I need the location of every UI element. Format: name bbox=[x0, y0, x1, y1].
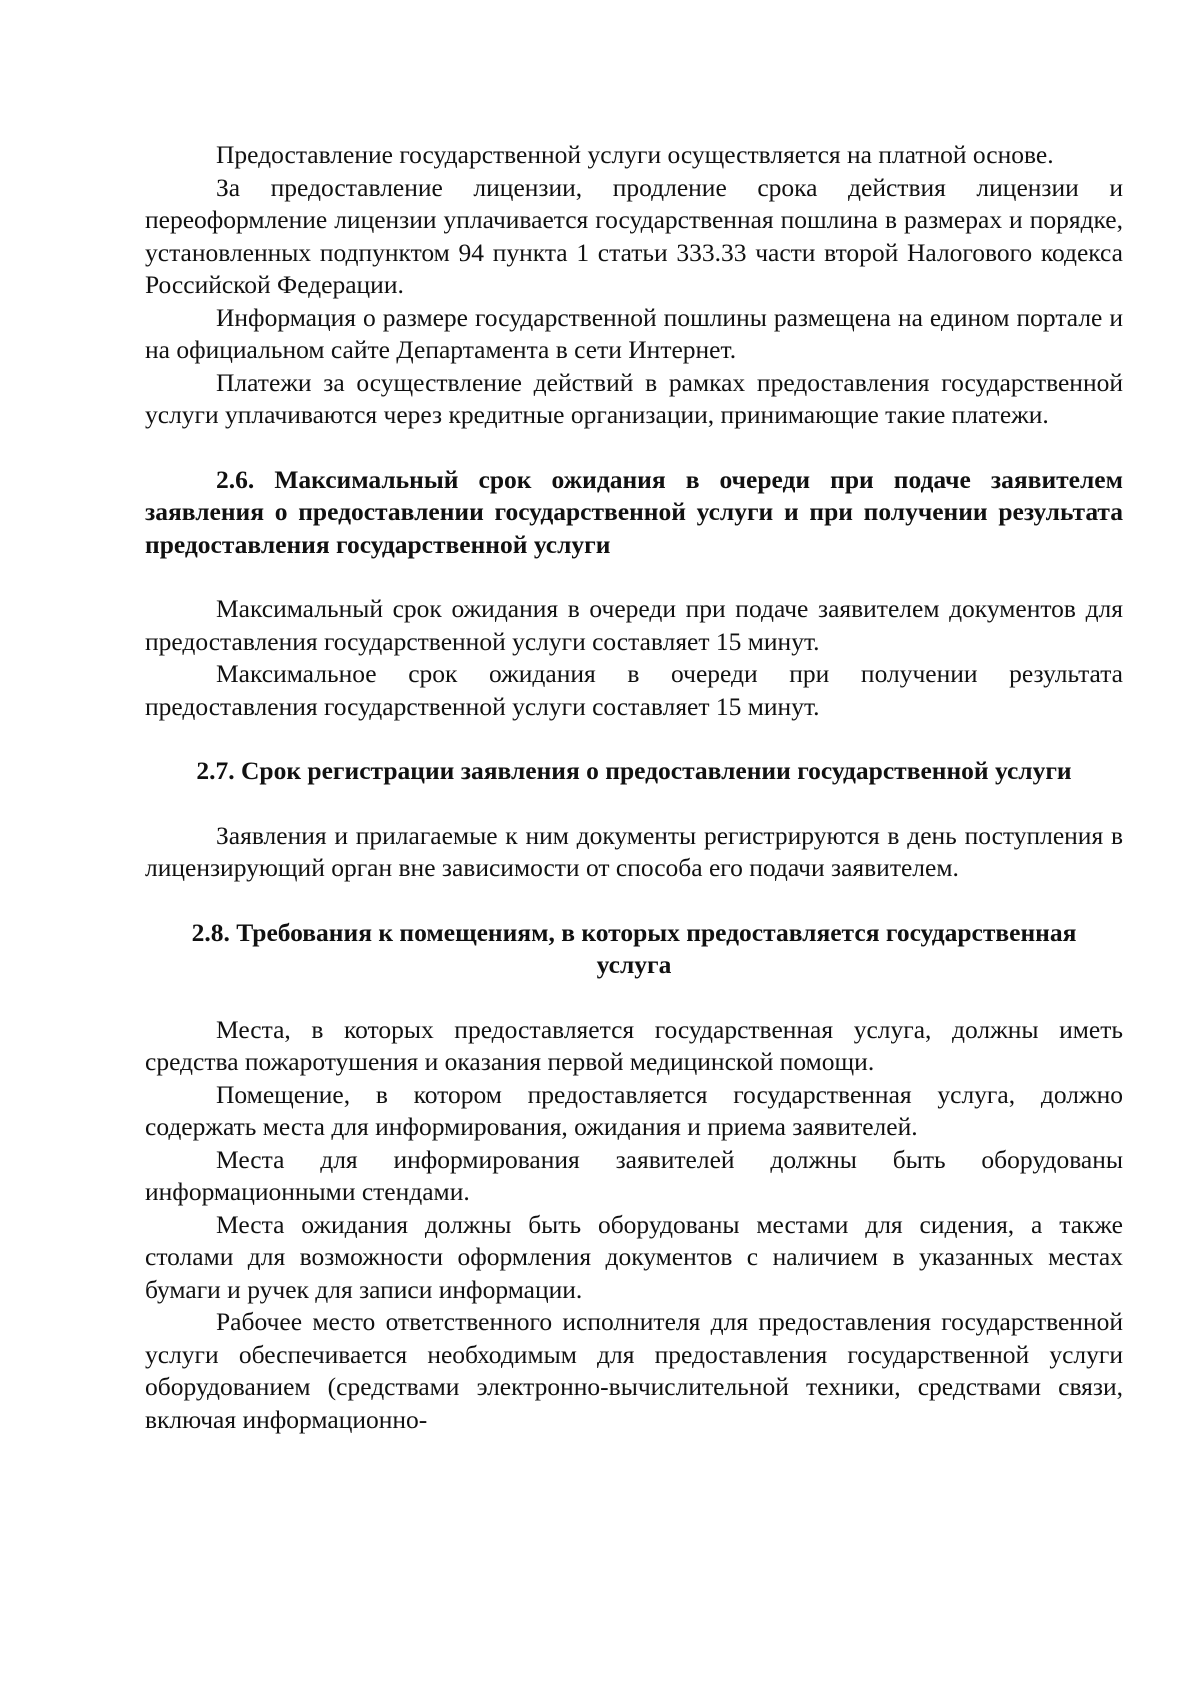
spacer bbox=[145, 885, 1123, 917]
section-heading-2-7: 2.7. Срок регистрации заявления о предоставлении государственной услуги bbox=[196, 756, 1072, 785]
spacer bbox=[145, 788, 1123, 820]
paragraph: Места ожидания должны быть оборудованы местами для сидения, а также столами для возможности оформления документов с наличием в указанных местах бумаги и ручек для записи информации. bbox=[145, 1209, 1123, 1304]
paragraph: Помещение, в котором предоставляется государственная услуга, должно содержать места для информирования, ожидания и приема заявителей. bbox=[145, 1079, 1123, 1141]
spacer bbox=[145, 432, 1123, 464]
paragraph: За предоставление лицензии, продление срока действия лицензии и переоформление лицензии уплачивается государственная пошлина в размерах и порядке, установленных подпунктом 94 пункта 1 статьи 333.33 части второй Налогового кодекса Российской Федерации. bbox=[145, 172, 1123, 299]
paragraph: Информация о размере государственной пошлины размещена на едином портале и на официальном сайте Департамента в сети Интернет. bbox=[145, 302, 1123, 364]
spacer bbox=[145, 723, 1123, 755]
paragraph: Заявления и прилагаемые к ним документы регистрируются в день поступления в лицензирующий орган вне зависимости от способа его подачи заявителем. bbox=[145, 820, 1123, 882]
paragraph: Рабочее место ответственного исполнителя для предоставления государственной услуги обеспечивается необходимым для предоставления государственной услуги оборудованием (средствами электронно-вычислительной техники, средствами связи, включая информационно- bbox=[145, 1307, 1123, 1434]
paragraph: Максимальный срок ожидания в очереди при подаче заявителем документов для предоставления государственной услуги составляет 15 минут. bbox=[145, 594, 1123, 656]
paragraph: Максимальное срок ожидания в очереди при получении результата предоставления государственной услуги составляет 15 минут. bbox=[145, 659, 1123, 721]
spacer bbox=[145, 982, 1123, 1014]
section-heading-2-6: 2.6. Максимальный срок ожидания в очереди при подаче заявителем заявления о предоставлении государственной услуги и при получении результата предоставления государственной услуги bbox=[145, 464, 1123, 559]
paragraph: Платежи за осуществление действий в рамках предоставления государственной услуги уплачиваются через кредитные организации, принимающие такие платежи. bbox=[145, 367, 1123, 429]
paragraph: Места для информирования заявителей должны быть оборудованы информационными стендами. bbox=[145, 1144, 1123, 1206]
section-heading-2-8: 2.8. Требования к помещениям, в которых предоставляется государственная услуга bbox=[191, 917, 1077, 979]
spacer bbox=[145, 561, 1123, 593]
paragraph: Места, в которых предоставляется государственная услуга, должны иметь средства пожаротушения и оказания первой медицинской помощи. bbox=[145, 1014, 1123, 1076]
paragraph: Предоставление государственной услуги осуществляется на платной основе. bbox=[216, 140, 1054, 169]
